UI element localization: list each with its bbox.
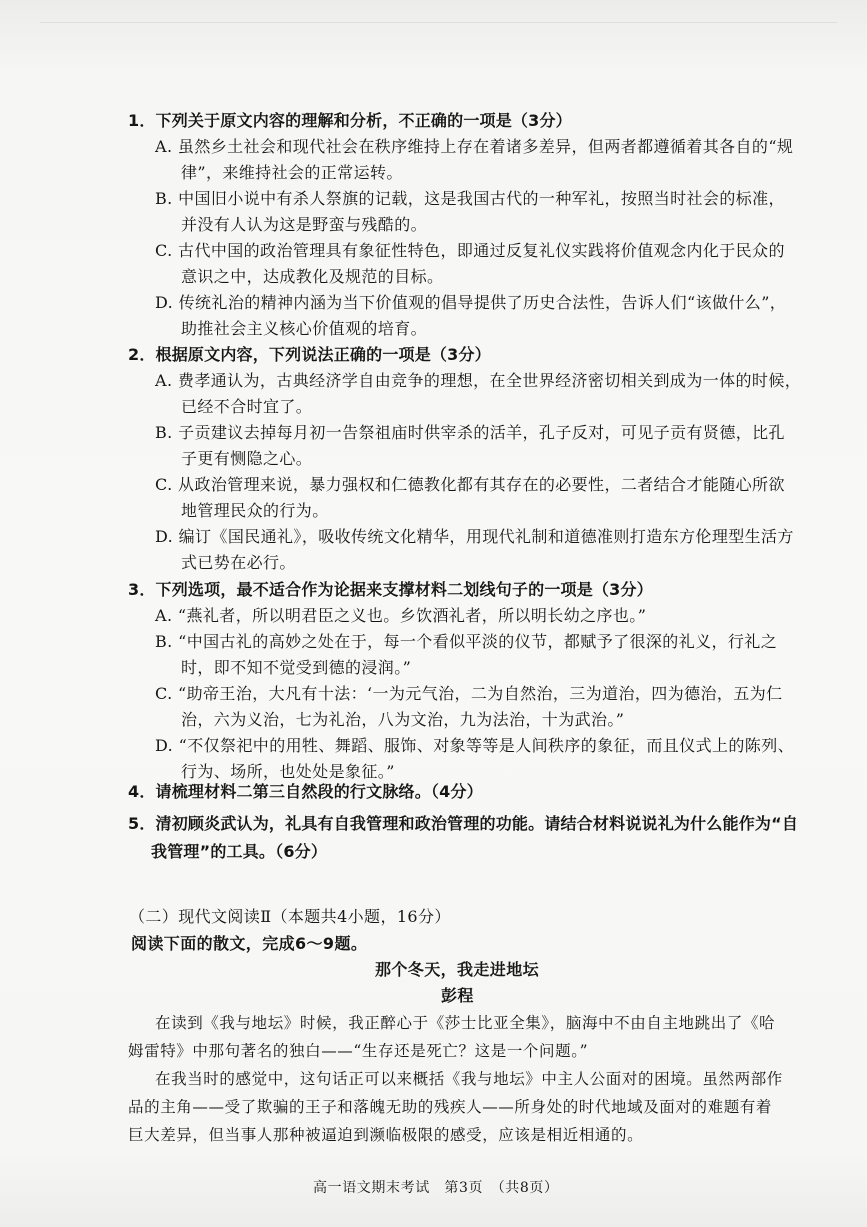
essay-paragraph-2-line2: 品的主角——受了欺骗的王子和落魄无助的残疾人——所身处的时代地域及面对的难题有着 [128, 1098, 773, 1116]
essay-paragraph-1-line1: 在读到《我与地坛》时候，我正醉心于《莎士比亚全集》，脑海中不由自主地跳出了《哈 [155, 1014, 776, 1032]
question-1-option-b-line2: 并没有人认为这是野蛮与残酷的。 [181, 215, 428, 234]
question-1-option-c-line1: C. 古代中国的政治管理具有象征性特色，即通过反复礼仪实践将价值观念内化于民众的 [155, 241, 785, 260]
question-2-option-c-line1: C. 从政治管理来说，暴力强权和仁德教化都有其存在的必要性，二者结合才能随心所欲 [155, 475, 785, 494]
question-1-option-d-line1: D. 传统礼治的精神内涵为当下价值观的倡导提供了历史合法性，告诉人们“该做什么”， [155, 293, 787, 312]
question-2-option-d-line1: D. 编订《国民通礼》，吸收传统文化精华，用现代礼制和道德准则打造东方伦理型生活方 [155, 527, 794, 546]
essay-paragraph-2-line1: 在我当时的感觉中，这句话正可以来概括《我与地坛》中主人公面对的困境。虽然两部作 [155, 1070, 783, 1088]
section-2-instruction: 阅读下面的散文，完成6～9题。 [131, 934, 368, 953]
scan-edge [40, 22, 837, 23]
question-3-option-c-line1: C. “助帝王治，大凡有十法：‘一为元气治，二为自然治，三为道治，四为德治，五为仁 [155, 684, 783, 703]
essay-title: 那个冬天，我走进地坛 [375, 960, 540, 979]
section-2-heading: （二）现代文阅读Ⅱ（本题共4小题，16分） [129, 907, 451, 926]
question-1-option-c-line2: 意识之中，达成教化及规范的目标。 [181, 267, 444, 286]
question-1-option-a-line2: 律”，来维持社会的正常运转。 [181, 163, 403, 182]
question-3-stem: 3．下列选项，最不适合作为论据来支撑材料二划线句子的一项是（3分） [128, 580, 653, 599]
question-1-option-a-line1: A. 虽然乡土社会和现代社会在秩序维持上存在着诸多差异，但两者都遵循着其各自的“规 [155, 137, 794, 156]
question-2-stem: 2．根据原文内容，下列说法正确的一项是（3分） [128, 345, 491, 364]
question-1-option-d-line2: 助推社会主义核心价值观的培育。 [181, 319, 428, 338]
question-3-option-d-line2: 行为、场所，也处处是象征。” [181, 762, 395, 781]
question-1-option-b-line1: B. 中国旧小说中有杀人祭旗的记载，这是我国古代的一种军礼，按照当时社会的标准， [155, 189, 785, 208]
question-2-option-b-line1: B. 子贡建议去掉每月初一告祭祖庙时供宰杀的活羊，孔子反对，可见子贡有贤德，比孔 [155, 423, 785, 442]
question-3-option-b-line1: B. “中国古礼的高妙之处在于，每一个看似平淡的仪节，都赋予了很深的礼义，行礼之 [155, 632, 778, 651]
question-2-option-a-line2: 已经不合时宜了。 [181, 397, 313, 416]
page-footer: 高一语文期末考试 第3页 （共8页） [313, 1180, 559, 1196]
question-4-stem: 4．请梳理材料二第三自然段的行文脉络。（4分） [128, 782, 483, 801]
essay-paragraph-1-line2: 姆雷特》中那句著名的独白——“生存还是死亡？这是一个问题。” [128, 1042, 589, 1060]
question-5-stem-line2: 我管理”的工具。（6分） [151, 842, 328, 861]
essay-author: 彭程 [441, 986, 474, 1005]
question-3-option-b-line2: 时，即不知不觉受到德的浸润。” [181, 658, 412, 677]
question-3-option-c-line2: 治，六为义治，七为礼治，八为文治，九为法治，十为武治。” [181, 710, 625, 729]
question-1-stem: 1．下列关于原文内容的理解和分析，不正确的一项是（3分） [128, 111, 572, 130]
question-2-option-b-line2: 子更有恻隐之心。 [181, 449, 313, 468]
essay-paragraph-2-line3: 巨大差异，但当事人那种被逼迫到濒临极限的感受，应该是相近相通的。 [128, 1126, 644, 1144]
question-3-option-a-line1: A. “燕礼者，所以明君臣之义也。乡饮酒礼者，所以明长幼之序也。” [155, 606, 647, 625]
question-2-option-a-line1: A. 费孝通认为，古典经济学自由竞争的理想，在全世界经济密切相关到成为一体的时候， [155, 371, 802, 390]
question-3-option-d-line1: D. “不仅祭祀中的用牲、舞蹈、服饰、对象等等是人间秩序的象征，而且仪式上的陈列、 [155, 736, 795, 755]
question-2-option-c-line2: 地管理民众的行为。 [181, 501, 329, 520]
question-2-option-d-line2: 式已势在必行。 [181, 553, 296, 572]
question-5-stem-line1: 5．清初顾炎武认为，礼具有自我管理和政治管理的功能。请结合材料说说礼为什么能作为“自 [128, 814, 799, 833]
